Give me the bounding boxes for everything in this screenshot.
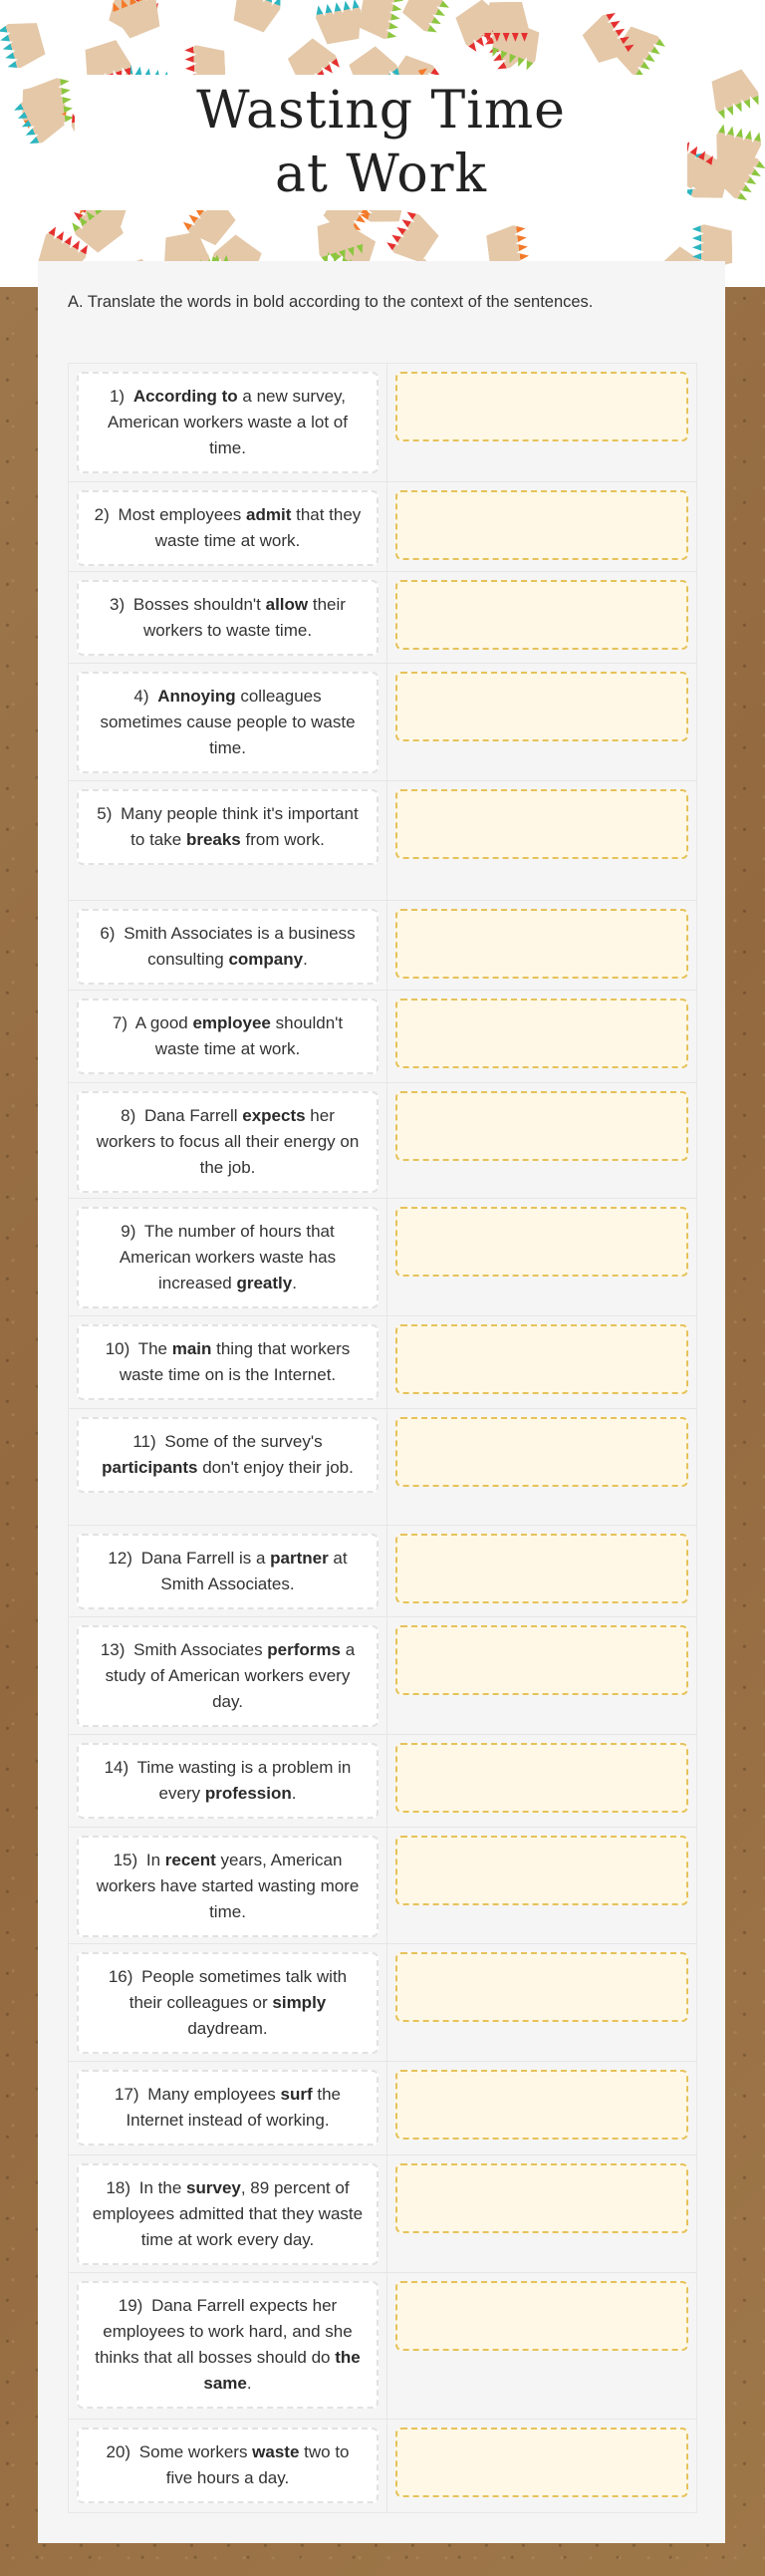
answer-cell	[387, 991, 696, 1082]
table-row	[69, 1828, 696, 1944]
answer-input[interactable]	[395, 789, 688, 859]
table-row	[69, 2273, 696, 2420]
answer-cell	[387, 2155, 696, 2272]
table-row	[69, 901, 696, 991]
question-number: 6)	[100, 924, 116, 943]
answer-input[interactable]	[395, 2428, 688, 2497]
answer-input[interactable]	[395, 2070, 688, 2140]
table-row	[69, 1316, 696, 1409]
question-text	[77, 2070, 379, 2146]
question-text	[77, 2428, 379, 2503]
answer-cell	[387, 1735, 696, 1827]
answer-input[interactable]	[395, 580, 688, 650]
answer-input[interactable]	[395, 2281, 688, 2351]
table-row	[69, 1944, 696, 2062]
bold-word: survey	[186, 2178, 241, 2197]
question-text	[77, 1952, 379, 2054]
question-number: 11)	[132, 1432, 156, 1451]
instructions-text: A. Translate the words in bold according to the context of the sentences.	[68, 293, 594, 311]
pencil-shaving-decoration	[399, 0, 455, 36]
answer-cell	[387, 1409, 696, 1525]
question-text-after: a study of American workers every day.	[105, 1640, 356, 1711]
answer-input[interactable]	[395, 909, 688, 979]
answer-input[interactable]	[395, 1534, 688, 1603]
question-cell	[69, 1828, 387, 1943]
question-text-after: their workers to waste time.	[142, 595, 346, 640]
answer-input[interactable]	[395, 1417, 688, 1487]
table-row	[69, 1735, 696, 1828]
question-text-after: , 89 percent of employees admitted that they waste time at work every day.	[92, 2178, 364, 2249]
answer-cell	[387, 364, 696, 481]
bold-word: profession	[204, 1784, 292, 1803]
bold-word: admit	[246, 505, 292, 524]
bold-word: the same	[203, 2348, 361, 2393]
question-text-after: thing that workers waste time on is the Internet.	[119, 1339, 351, 1384]
question-text	[77, 1207, 379, 1308]
question-number: 16)	[108, 1967, 133, 1986]
question-cell	[69, 2062, 387, 2154]
question-text	[77, 490, 379, 566]
question-text-before: Many employees	[147, 2085, 281, 2104]
bold-word: allow	[265, 595, 309, 614]
bold-word: main	[171, 1339, 212, 1358]
question-cell	[69, 2420, 387, 2512]
pencil-shaving-decoration	[0, 17, 47, 72]
question-text-before: Smith Associates is a business consulting	[124, 924, 356, 969]
question-text-before: Some workers	[138, 2442, 253, 2461]
pencil-shaving-decoration	[705, 66, 763, 120]
question-text-before: A good	[134, 1013, 193, 1032]
answer-input[interactable]	[395, 1091, 688, 1161]
question-text	[77, 2163, 379, 2265]
question-cell	[69, 1199, 387, 1315]
answer-cell	[387, 781, 696, 900]
bold-word: partner	[270, 1549, 329, 1568]
question-number: 3)	[110, 595, 126, 614]
answer-cell	[387, 482, 696, 571]
table-row	[69, 2155, 696, 2273]
question-number: 8)	[121, 1106, 136, 1125]
question-text-before: The number of hours that American workers waste has increased	[119, 1222, 337, 1292]
question-cell	[69, 664, 387, 780]
question-number: 9)	[121, 1222, 136, 1241]
question-text-before: Dana Farrell	[143, 1106, 243, 1125]
table-row	[69, 2062, 696, 2155]
answer-input[interactable]	[395, 999, 688, 1068]
table-row	[69, 572, 696, 664]
question-number: 1)	[109, 387, 126, 406]
question-number: 2)	[94, 505, 110, 524]
question-text	[77, 999, 379, 1074]
question-cell	[69, 2155, 387, 2272]
page-title: Wasting Time at Work	[196, 81, 566, 204]
answer-input[interactable]	[395, 672, 688, 741]
question-text-before: Some of the survey's	[164, 1432, 323, 1451]
question-text-after: colleagues sometimes cause people to waste time.	[100, 687, 356, 757]
question-text-after: .	[246, 2374, 252, 2393]
answer-cell	[387, 1316, 696, 1408]
table-row	[69, 991, 696, 1083]
bold-word: breaks	[185, 830, 241, 849]
question-number: 10)	[105, 1339, 130, 1358]
table-row	[69, 664, 696, 781]
answer-input[interactable]	[395, 1625, 688, 1695]
question-text-after: .	[303, 950, 308, 969]
answer-cell	[387, 664, 696, 780]
question-table	[68, 363, 697, 2513]
question-text	[77, 1743, 379, 1819]
question-cell	[69, 2273, 387, 2419]
question-text	[77, 1417, 379, 1493]
bold-word: simply	[272, 1993, 327, 2012]
bold-word: recent	[164, 1851, 216, 1869]
question-text	[77, 372, 379, 473]
table-row	[69, 781, 696, 901]
bold-word: employee	[192, 1013, 271, 1032]
question-text-after: shouldn't waste time at work.	[154, 1013, 344, 1058]
question-text	[77, 1625, 379, 1727]
pencil-shaving-decoration	[314, 0, 366, 45]
answer-input[interactable]	[395, 1743, 688, 1813]
question-text-after: don't enjoy their job.	[197, 1458, 354, 1477]
question-cell	[69, 1617, 387, 1734]
answer-cell	[387, 1617, 696, 1734]
question-text-after: her workers to focus all their energy on the job.	[96, 1106, 360, 1177]
question-text-before: Time wasting is a problem in every	[136, 1758, 352, 1803]
table-row	[69, 1617, 696, 1735]
question-number: 12)	[108, 1549, 132, 1568]
answer-cell	[387, 1944, 696, 2061]
bold-word: expects	[242, 1106, 306, 1125]
question-text-after: two to five hours a day.	[165, 2442, 350, 2487]
question-cell	[69, 901, 387, 990]
answer-input[interactable]	[395, 1207, 688, 1277]
question-text-before: Most employees	[118, 505, 247, 524]
question-number: 14)	[104, 1758, 129, 1777]
answer-cell	[387, 2273, 696, 2419]
bold-word: company	[228, 950, 304, 969]
question-number: 5)	[97, 804, 113, 823]
bold-word: greatly	[236, 1274, 293, 1292]
question-number: 15)	[113, 1851, 138, 1869]
question-number: 19)	[118, 2296, 143, 2315]
question-text-after: a new survey, American workers waste a lot of time.	[108, 387, 348, 457]
question-cell	[69, 482, 387, 571]
question-cell	[69, 572, 387, 663]
question-text-before: In	[145, 1851, 165, 1869]
question-text-before: Smith Associates	[133, 1640, 268, 1659]
question-text-after: that they waste time at work.	[154, 505, 362, 550]
pencil-shaving-decoration	[227, 0, 285, 35]
question-text-before: In the	[138, 2178, 187, 2197]
bold-word: Annoying	[157, 687, 236, 706]
question-text-before: Bosses shouldn't	[132, 595, 266, 614]
question-number: 13)	[100, 1640, 126, 1659]
question-cell	[69, 1083, 387, 1198]
question-text-before: Dana Farrell expects her employees to work hard, and she thinks that all bosses should do	[95, 2296, 353, 2367]
question-text-after: daydream.	[187, 2019, 268, 2038]
table-row	[69, 1083, 696, 1199]
table-row	[69, 364, 696, 482]
question-text-after: years, American workers have started wasting more time.	[96, 1851, 360, 1921]
answer-input[interactable]	[395, 1952, 688, 2022]
question-text-after: .	[292, 1274, 297, 1292]
answer-cell	[387, 2420, 696, 2512]
question-text	[77, 789, 379, 865]
table-row	[69, 1199, 696, 1316]
question-text	[77, 1836, 379, 1937]
question-cell	[69, 781, 387, 900]
answer-input[interactable]	[395, 1836, 688, 1905]
question-number: 18)	[106, 2178, 131, 2197]
question-text-after: the Internet instead of working.	[126, 2085, 342, 2130]
answer-cell	[387, 2062, 696, 2154]
answer-input[interactable]	[395, 2163, 688, 2233]
bold-word: surf	[280, 2085, 313, 2104]
question-cell	[69, 1735, 387, 1827]
table-row	[69, 2420, 696, 2512]
answer-cell	[387, 1526, 696, 1616]
answer-cell	[387, 1083, 696, 1198]
question-cell	[69, 1409, 387, 1525]
table-row	[69, 482, 696, 572]
bold-word: performs	[267, 1640, 341, 1659]
question-text-before: People sometimes talk with their colleagues or	[128, 1967, 348, 2012]
question-cell	[69, 1944, 387, 2061]
question-text-before: Dana Farrell is a	[140, 1549, 271, 1568]
question-text-after: .	[291, 1784, 297, 1803]
question-cell	[69, 1526, 387, 1616]
title-card	[75, 75, 687, 210]
answer-cell	[387, 1828, 696, 1943]
answer-cell	[387, 572, 696, 663]
table-row	[69, 1409, 696, 1526]
question-number: 20)	[106, 2442, 131, 2461]
pencil-shaving-decoration	[357, 0, 404, 41]
question-cell	[69, 1316, 387, 1408]
answer-cell	[387, 1199, 696, 1315]
question-text-after: from work.	[240, 830, 325, 849]
question-text-after: at Smith Associates.	[160, 1549, 348, 1593]
question-text	[77, 1091, 379, 1193]
question-text	[77, 1534, 379, 1609]
bold-word: According to	[132, 387, 238, 406]
answer-cell	[387, 901, 696, 990]
question-text	[77, 2281, 379, 2409]
question-number: 17)	[114, 2085, 139, 2104]
question-cell	[69, 364, 387, 481]
question-number: 7)	[112, 1013, 128, 1032]
answer-input[interactable]	[395, 490, 688, 560]
answer-input[interactable]	[395, 372, 688, 441]
question-text-before: The	[137, 1339, 172, 1358]
question-number: 4)	[133, 687, 149, 706]
question-text	[77, 1324, 379, 1400]
question-text	[77, 672, 379, 773]
bold-word: participants	[102, 1458, 198, 1477]
header-banner	[0, 0, 765, 287]
question-cell	[69, 991, 387, 1082]
answer-input[interactable]	[395, 1324, 688, 1394]
question-text-before: Many people think it's important to take	[121, 804, 359, 849]
worksheet-panel	[38, 261, 725, 2543]
question-text	[77, 909, 379, 985]
question-text	[77, 580, 379, 656]
table-row	[69, 1526, 696, 1617]
bold-word: waste	[252, 2442, 300, 2461]
